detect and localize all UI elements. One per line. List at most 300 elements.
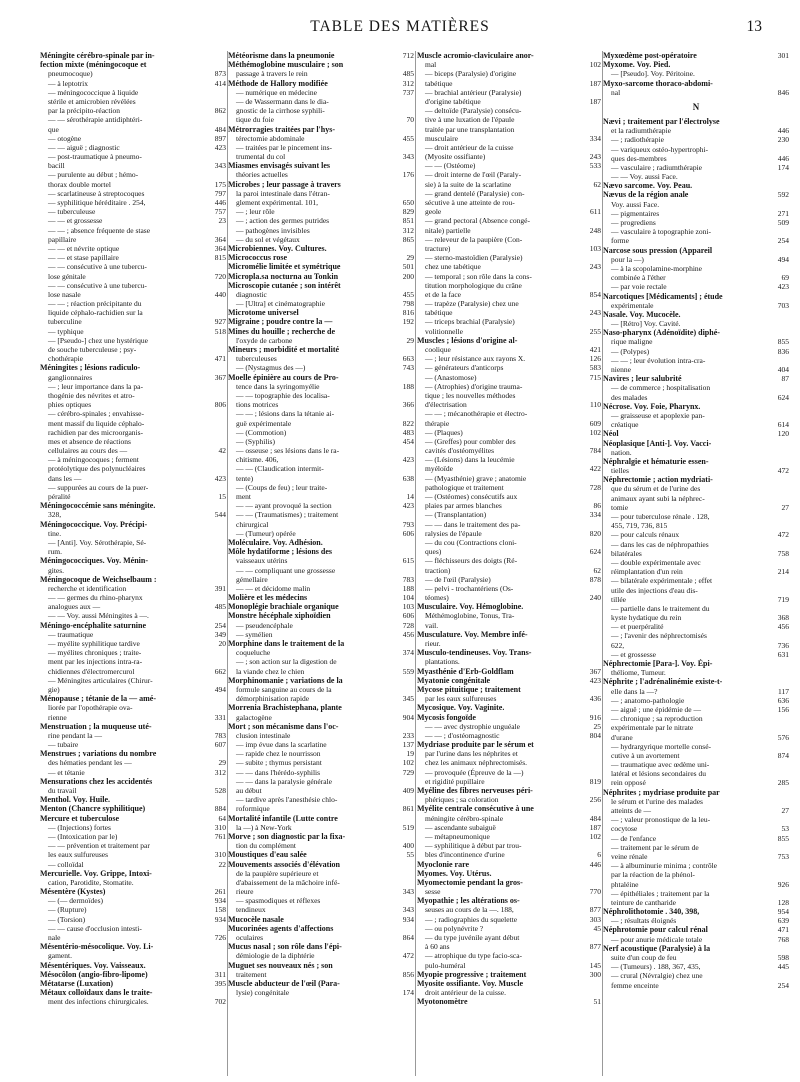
- index-entry: [603, 852, 789, 861]
- index-entry: [417, 556, 601, 565]
- index-entry-text: d'origine tabétique: [425, 96, 481, 106]
- index-entry: [417, 896, 601, 905]
- index-entry-text: tente): [236, 473, 254, 483]
- index-entry: [417, 437, 601, 446]
- index-entry: [228, 887, 414, 896]
- index-entry: [228, 703, 414, 712]
- index-entry-text: — (Nystagmus des —): [236, 363, 306, 373]
- index-entry: [417, 483, 601, 492]
- index-entry: [417, 226, 601, 235]
- index-entry-page: 128: [777, 897, 789, 907]
- index-entry-text: — ; radiothérapie: [611, 135, 664, 145]
- index-entry-text: — symélien: [236, 629, 273, 639]
- index-entry: [417, 125, 601, 134]
- index-entry-page: 311: [215, 969, 226, 979]
- index-entry: [603, 861, 789, 870]
- index-entry-text: protéolytique des polynucléaires: [48, 464, 146, 474]
- index-entry: [40, 428, 226, 437]
- index-entry-text: — [Pseudo-] chez une hystérique: [48, 335, 148, 345]
- index-entry-page: 404: [777, 365, 789, 374]
- index-entry-page: 29: [406, 335, 414, 345]
- index-entry: [417, 575, 601, 584]
- index-entry: [603, 604, 789, 613]
- index-entry: [417, 768, 601, 777]
- index-entry: [417, 235, 601, 244]
- index-entry: [417, 869, 601, 878]
- index-entry-page: 188: [402, 381, 414, 391]
- index-entry: [228, 391, 414, 400]
- index-entry: [40, 630, 226, 639]
- index-entry-text: Myotonomètre: [417, 997, 468, 1007]
- index-entry-text: — — topographie des localisa-: [236, 390, 330, 400]
- index-entry-page: 256: [589, 795, 601, 805]
- index-entry-text: Mines du houille ; recherche de: [228, 326, 336, 336]
- index-entry: [228, 722, 414, 731]
- index-entry-text: — ; valeur pronostique de la leu-: [611, 815, 711, 825]
- index-entry: [228, 685, 414, 694]
- index-entry-text: tabétique: [425, 308, 453, 318]
- index-entry-page: 472: [777, 466, 789, 476]
- index-entry-text: lose nasale: [48, 289, 81, 299]
- index-entry: [228, 896, 414, 905]
- index-entry-text: — — ayant provoqué la section: [236, 501, 332, 511]
- index-entry-text: — — dans le traitement des pa-: [425, 519, 521, 529]
- index-entry-text: liquide céphalo-rachidien sur la: [48, 308, 143, 318]
- index-entry: [603, 723, 789, 732]
- index-entry-page: 455: [402, 289, 414, 299]
- index-entry: [40, 510, 226, 519]
- index-entry-page: 188: [402, 583, 414, 593]
- index-entry: [417, 198, 601, 207]
- index-entry-page: 720: [214, 271, 226, 281]
- index-entry-text: chidiennes d'électromercurol: [48, 666, 135, 676]
- index-entry: [417, 731, 601, 740]
- index-entry: [40, 115, 226, 124]
- index-entry: [228, 777, 414, 786]
- index-entry-page: 615: [402, 556, 414, 566]
- index-entry-text: — spasmodiques et réflexes: [236, 896, 321, 906]
- index-entry: [228, 584, 414, 593]
- index-entry: [228, 400, 414, 409]
- index-entry: [603, 677, 789, 686]
- index-entry: [417, 510, 601, 519]
- index-entry-page: 312: [214, 767, 226, 777]
- index-entry: [40, 611, 226, 620]
- index-entry-page: 158: [214, 905, 226, 915]
- index-entry: [603, 586, 789, 595]
- index-entry-page: 758: [777, 548, 789, 558]
- index-entry-page: 446: [777, 153, 789, 163]
- index-entry-text: combinée à l'éther: [611, 273, 666, 283]
- index-entry-text: — numérique en médecine: [236, 87, 318, 97]
- index-entry: [40, 896, 226, 905]
- index-entry-text: tabétique: [425, 78, 453, 88]
- index-entry-page: 174: [402, 988, 414, 998]
- section-letter: [603, 97, 789, 117]
- index-entry-text: — colloïdal: [48, 859, 84, 869]
- index-entry-page: 176: [402, 170, 414, 180]
- index-entry-page: 15: [218, 492, 226, 501]
- index-entry: [40, 529, 226, 538]
- index-entry-text: tence dans la syringomyélie: [236, 381, 320, 391]
- index-entry-text: nal: [611, 87, 621, 97]
- index-entry: [603, 659, 789, 668]
- index-entry: [417, 345, 601, 354]
- index-entry: [228, 60, 414, 69]
- index-entry-text: — ; anatomo-pathologie: [611, 695, 685, 705]
- index-entry: [228, 161, 414, 170]
- index-entry-page: 29: [218, 758, 226, 768]
- index-entry: [417, 602, 601, 611]
- index-entry-page: 334: [589, 133, 601, 143]
- index-entry: [40, 161, 226, 170]
- index-entry: [603, 383, 789, 392]
- index-entry-text: — — et décidome malin: [236, 583, 311, 593]
- index-entry: [228, 639, 414, 648]
- index-entry-text: démiologie de la diphtérie: [236, 951, 315, 961]
- index-entry-page: 819: [589, 776, 601, 786]
- index-entry-page: 120: [777, 429, 789, 439]
- index-entry: [40, 97, 226, 106]
- index-entry: [603, 236, 789, 245]
- index-entry: [40, 575, 226, 584]
- index-entry: [228, 143, 414, 152]
- index-entry-text: Mucocèle nasale: [228, 914, 284, 924]
- index-entry: [228, 841, 414, 850]
- index-entry-text: — [Anti]. Voy. Sérothérapie, Sé-: [48, 537, 147, 547]
- index-entry: [417, 262, 601, 271]
- index-entry-text: Nécrose. Voy. Foie, Pharynx.: [603, 401, 701, 411]
- index-entry-page: 240: [589, 593, 601, 603]
- index-entry-text: — rapide chez le nourrisson: [236, 749, 321, 759]
- index-entry: [417, 713, 601, 722]
- index-entry-page: 233: [402, 730, 414, 740]
- index-entry: [40, 382, 226, 391]
- index-entry-text: — traitement par le sérum de: [611, 842, 699, 852]
- index-entry-page: 102: [589, 427, 601, 437]
- index-entry-text: formule sanguine au cours de la: [236, 684, 332, 694]
- index-entry-text: Monoplégie brachiale organique: [228, 602, 339, 612]
- index-entry-text: ques): [425, 547, 442, 557]
- index-entry-text: — typhique: [48, 326, 84, 336]
- index-entry: [417, 685, 601, 694]
- index-entry-page: 187: [589, 822, 601, 832]
- index-entry: [417, 474, 601, 483]
- index-entry-page: 19: [406, 749, 414, 759]
- index-entry-text: Myomes. Voy. Utérus.: [417, 868, 492, 878]
- index-entry: [603, 521, 789, 530]
- index-entry: [417, 933, 601, 942]
- index-entry-text: Myxo-sarcome thoraco-abdomi-: [603, 78, 713, 88]
- index-entry-page: 855: [777, 833, 789, 843]
- index-entry: [40, 501, 226, 510]
- index-entry: [603, 953, 789, 962]
- index-entry-page: 934: [214, 914, 226, 924]
- index-entry-page: 27: [781, 806, 789, 815]
- index-entry-text: rein opposé: [611, 778, 646, 788]
- index-entry-text: — — aiguë ; diagnostic: [48, 142, 120, 152]
- index-entry-text: Nerf acoustique (Paralysie) à la: [603, 943, 711, 953]
- index-entry-page: 897: [214, 133, 226, 143]
- index-entry-text: — — sérothérapie antidiphtéri-: [48, 115, 143, 125]
- index-entry: [417, 143, 601, 152]
- index-entry-page: 248: [589, 225, 601, 235]
- index-entry-text: Mensurations chez les accidentés: [40, 776, 153, 786]
- index-entry-page: 156: [777, 704, 789, 714]
- index-entry-text: — — ; absence fréquente de stase: [48, 225, 151, 235]
- index-entry-page: 607: [214, 740, 226, 750]
- index-entry: [228, 272, 414, 281]
- index-entry: [40, 685, 226, 694]
- index-entry-text: animaux ayant subi la néphrec-: [611, 493, 705, 503]
- index-entry-text: — ou polynévrite ?: [425, 923, 484, 933]
- index-entry-text: pulo-huméral: [425, 960, 466, 970]
- index-entry-text: Mucus nasal ; son rôle dans l'épi-: [228, 942, 342, 952]
- index-entry-text: — et grossesse: [611, 649, 656, 659]
- index-entry-text: Néphralgie et hématurie essen-: [603, 456, 709, 466]
- index-entry: [603, 880, 789, 889]
- index-entry-text: — imp évue dans la scarlatine: [236, 740, 327, 750]
- index-entry-text: geole: [425, 207, 442, 217]
- index-entry: [417, 722, 601, 731]
- index-entry-page: 455: [402, 133, 414, 143]
- index-entry-text: tions motrices: [236, 400, 279, 410]
- index-entry: [417, 621, 601, 630]
- index-entry-text: mal: [425, 60, 437, 70]
- index-entry: [228, 979, 414, 988]
- index-entry-text: chothérapie: [48, 354, 83, 364]
- index-entry-text: chirurgical: [236, 519, 269, 529]
- index-entry-text: Migraine ; poudre contre la —: [228, 317, 333, 327]
- index-entry: [40, 363, 226, 372]
- index-entry-page: 483: [402, 427, 414, 437]
- index-entry-page: 214: [777, 567, 789, 577]
- index-entry-text: ques des-membres: [611, 153, 667, 163]
- index-entry-text: expérimentale: [611, 300, 654, 310]
- index-entry-text: ment des infections chirurgicales.: [48, 997, 149, 1007]
- index-entry-text: Nævi ; traitement par l'électrolyse: [603, 116, 720, 126]
- index-entry: [40, 979, 226, 988]
- index-entry-text: — — consécutive à une tubercu-: [48, 280, 147, 290]
- index-entry: [228, 869, 414, 878]
- index-entry-text: — otogène: [48, 133, 82, 143]
- index-entry-page: 509: [777, 218, 789, 227]
- index-entry-page: 753: [777, 851, 789, 861]
- index-entry-text: — graisseuse et apoplexie pan-: [611, 410, 705, 420]
- index-entry: [228, 933, 414, 942]
- index-entry-page: 865: [402, 234, 414, 244]
- index-entry-page: 614: [777, 420, 789, 430]
- index-entry-text: — droit antérieur de la cuisse: [425, 142, 514, 152]
- index-entry: [603, 824, 789, 833]
- index-entry: [603, 696, 789, 705]
- index-entry-page: 423: [777, 282, 789, 292]
- index-entry-text: — ; leur résistance aux rayons X.: [425, 354, 526, 364]
- index-entry-page: 501: [402, 262, 414, 272]
- index-entry-page: 804: [589, 730, 601, 740]
- index-entry-text: — ; son action sur la digestion de: [236, 657, 337, 667]
- index-entry-text: d'abaissement de la mâchoire infé-: [236, 877, 340, 887]
- index-entry-text: Mycosique. Voy. Vaginite.: [417, 703, 505, 713]
- index-entry-text: veine rénale: [611, 851, 648, 861]
- index-entry-text: gites.: [48, 565, 65, 575]
- index-entry-page: 783: [214, 730, 226, 740]
- index-entry: [603, 843, 789, 852]
- index-entry-text: de la paupière supérieure et: [236, 868, 319, 878]
- index-entry: [228, 409, 414, 418]
- index-entry: [228, 437, 414, 446]
- index-entry: [228, 180, 414, 189]
- column-divider: [415, 51, 416, 1076]
- index-entry: [40, 804, 226, 813]
- index-entry-text: — — et grossesse: [48, 216, 103, 226]
- index-entry: [417, 455, 601, 464]
- index-entry-page: 45: [593, 923, 601, 933]
- index-entry-text: Micrococcus rose: [228, 253, 288, 263]
- index-entry-page: 445: [777, 962, 789, 972]
- index-entry-text: Néphrectomie ; action mydriati-: [603, 475, 713, 485]
- index-entry: [228, 713, 414, 722]
- index-entry-text: — — compliquant une grossesse: [236, 565, 336, 575]
- index-entry-page: 544: [214, 510, 226, 520]
- index-entry-page: 702: [214, 997, 226, 1007]
- index-entry: [40, 942, 226, 951]
- index-entry-page: 422: [589, 464, 601, 474]
- index-entry-text: — du cou (Contractions cloni-: [425, 537, 517, 547]
- index-entry-text: titution morphologique du crâne: [425, 280, 522, 290]
- index-entry-page: 254: [777, 236, 789, 246]
- index-entry-page: 638: [402, 473, 414, 483]
- index-entry-page: 20: [218, 639, 226, 648]
- index-entry: [603, 797, 789, 806]
- index-entry-page: 364: [214, 243, 226, 253]
- index-entry-text: coolique: [425, 345, 451, 354]
- index-entry: [603, 916, 789, 925]
- index-entry-text: — myélites chroniques ; traite-: [48, 648, 142, 658]
- index-entry-page: 934: [214, 896, 226, 906]
- index-entry: [417, 106, 601, 115]
- index-entry-text: des malades: [611, 392, 648, 402]
- index-entry-text: — — et stase papillaire: [48, 253, 119, 263]
- index-entry-page: 367: [214, 372, 226, 382]
- index-entry-text: cutive à un avortement: [611, 750, 680, 760]
- index-entry-page: 285: [777, 778, 789, 788]
- index-entry-page: 62: [593, 565, 601, 575]
- index-entry: [603, 448, 789, 457]
- index-entry: [603, 190, 789, 199]
- index-entry: [40, 713, 226, 722]
- index-entry-text: Néphrectomie [Para-]. Voy. Épi-: [603, 659, 713, 668]
- index-entry-text: — scarlatineuse à streptocoques: [48, 188, 145, 198]
- index-entry-page: 55: [406, 850, 414, 860]
- index-entry-text: — à albuminurie minima ; contrôle: [611, 861, 718, 871]
- index-entry: [417, 988, 601, 997]
- index-entry: [417, 823, 601, 832]
- index-entry: [228, 860, 414, 869]
- index-entry: [417, 244, 601, 253]
- index-entry-page: 639: [777, 916, 789, 926]
- index-entry: [417, 611, 601, 620]
- index-entry: [417, 170, 601, 179]
- index-entry-text: — pigmentaires: [611, 208, 660, 218]
- index-entry-text: Microtome universel: [228, 308, 299, 318]
- index-entry-text: de souche tuberculeuse ; psy-: [48, 345, 137, 354]
- index-entry: [40, 391, 226, 400]
- index-entry-page: 423: [214, 142, 226, 152]
- index-entry-text: — du type juvénile ayant début: [425, 933, 520, 942]
- index-entry-text: théories actuelles: [236, 170, 288, 180]
- index-entry: [603, 595, 789, 604]
- index-entry: [40, 207, 226, 216]
- index-entry: [40, 79, 226, 88]
- index-entry-text: gie): [48, 684, 60, 694]
- index-entry: [40, 400, 226, 409]
- index-entry-text: — releveur de la paupière (Con-: [425, 234, 523, 244]
- index-entry-page: 712: [402, 51, 414, 60]
- index-columns: [40, 51, 789, 1076]
- index-entry-page: 86: [593, 501, 601, 511]
- index-entry: [228, 520, 414, 529]
- index-entry: [40, 933, 226, 942]
- index-entry: [603, 135, 789, 144]
- index-entry-text: — (Polypes): [611, 346, 650, 356]
- index-entry: [603, 154, 789, 163]
- index-entry: [40, 253, 226, 262]
- index-entry: [603, 218, 789, 227]
- index-entry-page: 301: [777, 51, 789, 60]
- index-entry: [603, 429, 789, 438]
- index-entry: [603, 907, 789, 916]
- index-entry-page: 726: [214, 933, 226, 942]
- index-entry-page: 345: [402, 694, 414, 704]
- index-entry-page: 737: [402, 87, 414, 97]
- index-entry: [603, 742, 789, 751]
- index-entry: [417, 814, 601, 823]
- index-entry-text: — — dans l'hérédo-syphilis: [236, 767, 321, 777]
- index-entry-text: traitée par une transplantation: [425, 124, 515, 134]
- index-entry: [417, 786, 601, 795]
- index-entry-text: téomes): [425, 593, 449, 603]
- index-entry-page: 592: [777, 190, 789, 200]
- index-entry: [40, 667, 226, 676]
- index-entry-text: — progrediens: [611, 218, 656, 227]
- index-entry-page: 200: [402, 271, 414, 281]
- index-entry-text: Mycose pituitique ; traitement: [417, 684, 521, 694]
- index-entry: [603, 347, 789, 356]
- index-entry: [417, 400, 601, 409]
- index-entry-page: 484: [589, 813, 601, 823]
- index-entry-text: — pour anurie médicale totale: [611, 934, 703, 944]
- index-entry-text: bacill: [48, 161, 65, 171]
- index-entry-text: Muscles ; lésions d'origine al-: [417, 335, 518, 345]
- index-entry: [603, 834, 789, 843]
- index-entry-text: — (Injections) fortes: [48, 822, 111, 832]
- index-entry: [417, 97, 601, 106]
- index-entry: [228, 382, 414, 391]
- index-entry: [40, 437, 226, 446]
- index-entry-text: — tardive après l'anesthésie chlo-: [236, 795, 338, 805]
- index-entry-text: tion du complément: [236, 841, 296, 851]
- page-header: [0, 16, 800, 40]
- index-entry-page: 768: [777, 934, 789, 944]
- index-entry-text: Microscopie cutanée ; son intérêt: [228, 280, 341, 290]
- index-entry-text: Néphrites ; mydriase produite par: [603, 787, 720, 797]
- index-entry-page: 103: [402, 602, 414, 612]
- index-entry-text: gament.: [48, 951, 72, 961]
- index-entry-text: — générateurs d'anticorps: [425, 363, 504, 373]
- index-entry: [40, 887, 226, 896]
- index-entry-text: Menton (Chancre syphilitique): [40, 804, 146, 814]
